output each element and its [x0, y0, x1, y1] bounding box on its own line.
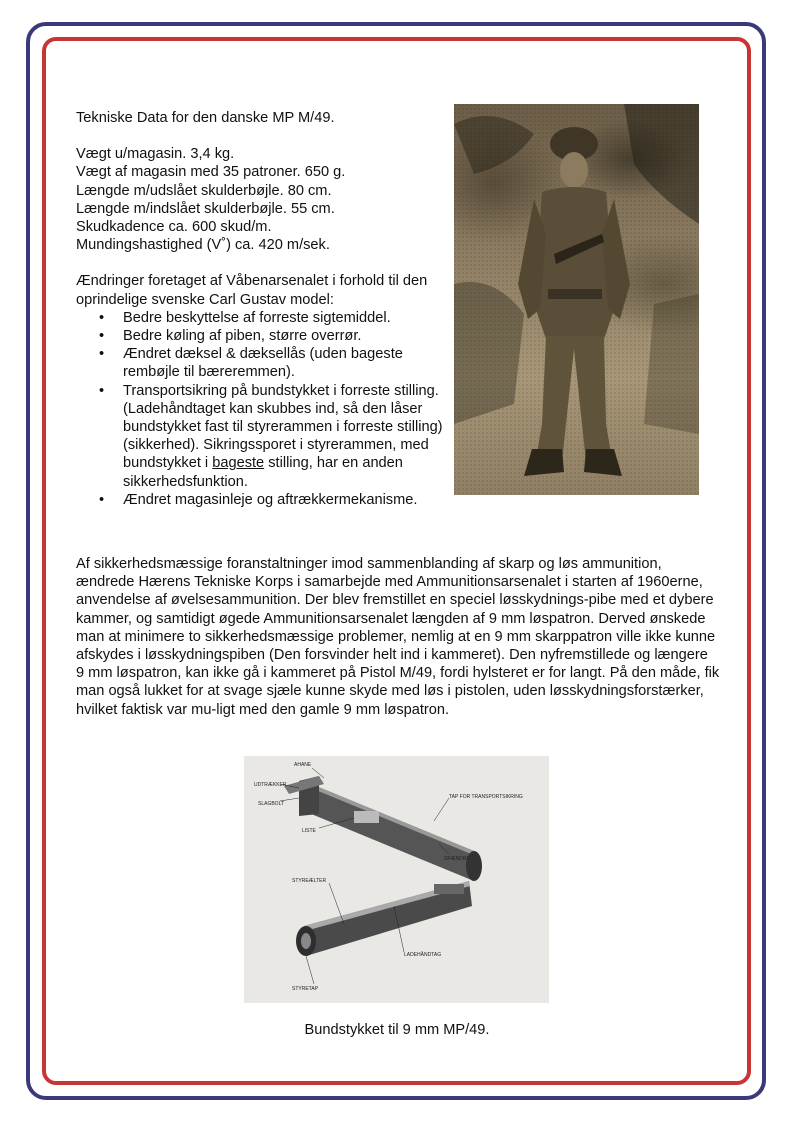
spec-line: Vægt u/magasin. 3,4 kg. [76, 146, 235, 163]
list-item: • Ændret magasinleje og aftrækkermekanisme. [76, 491, 448, 509]
changes-lead: Ændringer foretaget af Våbenarsenalet i forhold til den oprindelige svenske Carl Gustav model: [76, 273, 428, 308]
spec-line: Længde m/indslået skulderbøjle. 55 cm. [76, 200, 335, 217]
spec-line: Skudkadence ca. 600 skud/m. [76, 219, 272, 236]
figure-caption: Bundstykket til 9 mm MP/49. [304, 1022, 490, 1038]
list-item: • Ændret dæksel & dæksellås (uden bageste rembøjle til bæreremmen). [76, 345, 448, 381]
spec-line: Vægt af magasin med 35 patroner. 650 g. [76, 164, 346, 181]
label-styreaelter: STYREÆLTER [292, 878, 327, 884]
label-ahane: AHANE [294, 762, 312, 768]
technical-data-section [76, 109, 448, 509]
section-title: Tekniske Data for den danske MP M/49. [76, 110, 335, 126]
label-slagbolt: SLAGBOLT [258, 801, 285, 807]
label-liste: LISTE [302, 828, 316, 834]
changes-list [76, 309, 448, 509]
list-item: • Bedre beskyttelse af forreste sigtemiddel. [76, 309, 448, 327]
ammunition-paragraph: Af sikkerhedsmæssige foranstaltninger imod sammenblanding af skarp og løs ammunition, ændrede Hærens Tekniske Korps i samarbejde med Ammunitionsarsenalet i starten af 1960erne, anvendelse af øvelsesammunition. Der blev fremstillet en speciel løsskydnings-pibe med et dybere kammer, og samtidigt øgede Ammunitionsarsenalet længden af 9 mm løspatron. Derved ønskede man at minimere to sikkerhedsmæssige problemer, nemlig at en 9 mm skarppatron ville ikke kunne afskydes i løsskydningspiben (Den forsvinder helt ind i kammeret). Den nyfremstillede og længere 9 mm løspatron, kan ikke gå i kammeret på Pistol M/49, fordi hylsteret er for langt. På den måde, fik man også lukket for at svage sjæle kunne skyde med løs i pistolen, uden løsskydningsforstærker, hvilket faktisk var mu-ligt med den gamle 9 mm løspatron. [76, 556, 720, 718]
list-item: • Bedre køling af piben, større overrør. [76, 327, 448, 345]
label-spaendrc: SPÆNDRC [444, 856, 471, 862]
underlined-word: bageste [212, 455, 265, 472]
label-styretap: STYRETAP [292, 986, 319, 992]
label-udtraekker: UDTRÆKKER [254, 782, 287, 788]
bolt-technical-drawing [244, 756, 549, 1003]
list-item [76, 382, 448, 491]
bullet-text: stilling, har en anden sikkerhedsfunktion. [123, 455, 403, 490]
label-ladehaandtag: LADEHÅNDTAG [404, 952, 442, 958]
label-tap: TAP FOR TRANSPORTSIKRING [449, 794, 523, 800]
bullet-text: Transportsikring på bundstykket i forreste stilling. (Ladehåndtaget kan skubbes ind, så den låser bundstykket fast til styrerammen i forreste stilling) (sikkerhed). Sikringssporet i styrerammen, med bundstykket i [123, 382, 443, 472]
soldier-photo [454, 104, 699, 495]
spec-line: Længde m/udslået skulderbøjle. 80 cm. [76, 182, 332, 199]
spec-line: Mundingshastighed (V˚) ca. 420 m/sek. [76, 237, 330, 254]
